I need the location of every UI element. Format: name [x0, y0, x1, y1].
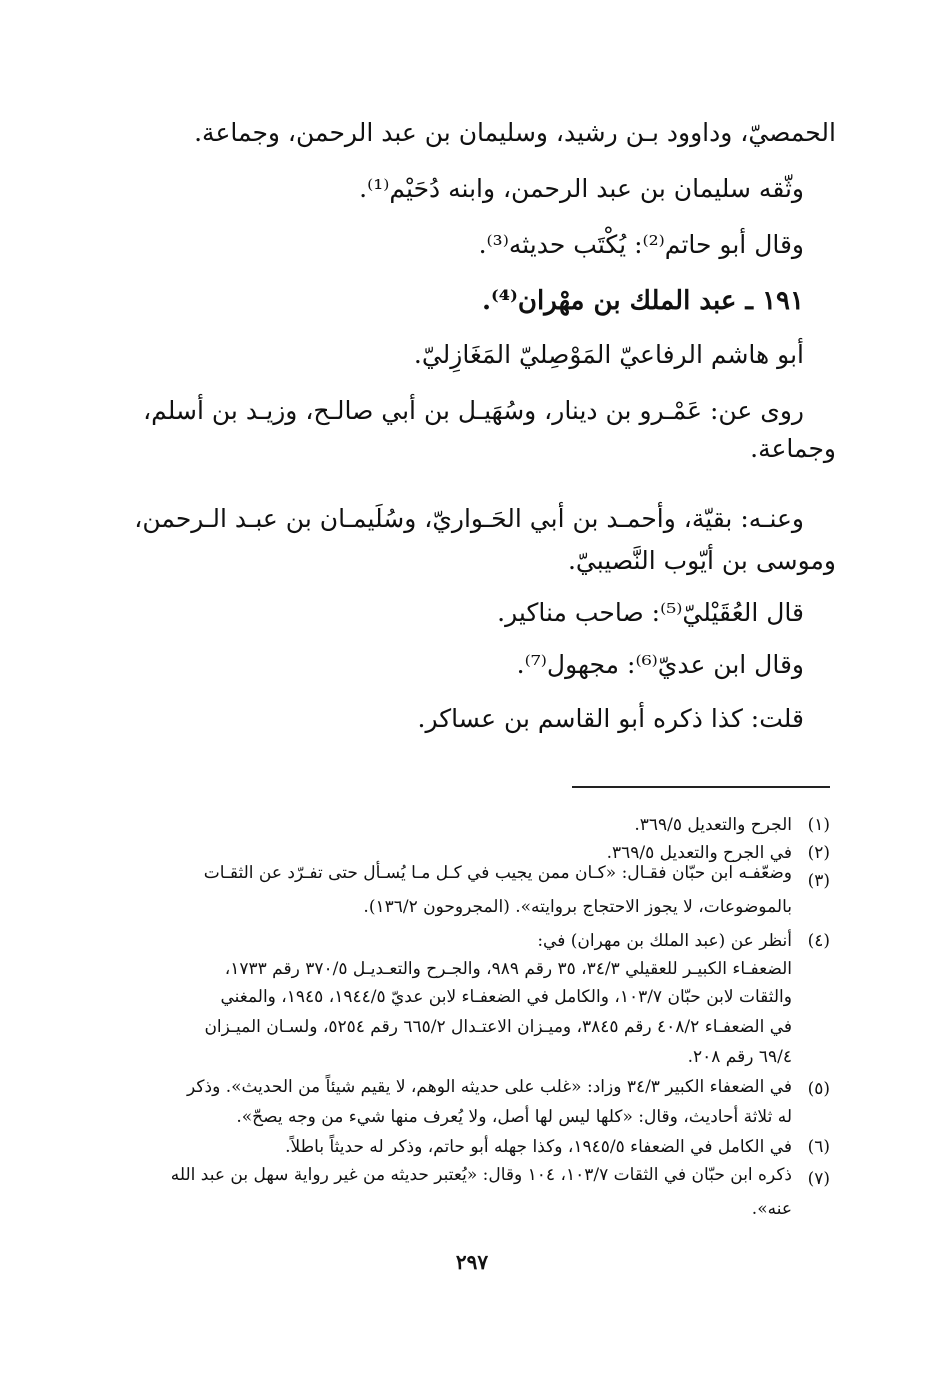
entry-heading: ١٩١ ـ عبد الملك بن مهْران⁽⁴⁾.: [481, 286, 804, 316]
footnote-text-4b: الضعفـاء الكبيـر للعقيلي ٣٤/٣، ٣٥ رقم ٩٨٩، والجـرح والتعـديـل ٣٧٠/٥ رقم ١٧٣٣،: [224, 959, 792, 979]
footnote-text-4c: والثقات لابن حبّان ١٠٣/٧، والكامل في الضعفـاء لابن عديّ ١٩٤٤/٥، ١٩٤٥، والمغني: [220, 987, 792, 1007]
body-line-6: روى عن: عَمْـرو بن دينار، وسُهَيـل بن أبي صالـح، وزيـد بن أسلم،: [143, 396, 804, 425]
footnote-text-2: في الجرح والتعديل ٣٦٩/٥.: [606, 843, 792, 863]
body-line-5: أبو هاشم الرفاعيّ المَوْصِليّ المَغَازِليّ.: [413, 340, 804, 369]
footnote-text-4a: أنظر عن (عبد الملك بن مهران) في:: [537, 931, 792, 951]
body-line-1: الحمصيّ، وداوود بـن رشيد، وسليمان بن عبد الرحمن، وجماعة.: [194, 118, 836, 147]
body-line-7: وجماعة.: [750, 434, 836, 463]
footnote-text-7b: عنه».: [751, 1199, 792, 1219]
footnote-number-6: (٦): [807, 1137, 830, 1157]
footnote-number-3: (٣): [807, 871, 830, 891]
footnote-text-5a: في الضعفاء الكبير ٣٤/٣ وزاد: «غلب على حديثه الوهم، لا يقيم شيئاً من الحديث». وذكر: [187, 1077, 792, 1097]
footnote-divider: [572, 786, 830, 788]
body-line-10: قال العُقَيْليّ⁽⁵⁾: صاحب مناكير.: [497, 598, 804, 627]
footnote-text-7a: ذكره ابن حبّان في الثقات ١٠٣/٧، ١٠٤ وقال: «يُعتبر حديثه من غير رواية سهل بن عبد الله: [170, 1165, 792, 1185]
body-line-3: وقال أبو حاتم⁽²⁾: يُكْتَب حديثه⁽³⁾.: [478, 230, 804, 259]
body-line-9: وموسى بن أيّوب النَّصيبيّ.: [567, 546, 836, 575]
footnote-number-5: (٥): [807, 1079, 830, 1099]
body-line-11: وقال ابن عديّ⁽⁶⁾: مجهول⁽⁷⁾.: [516, 650, 804, 679]
footnote-text-1: الجرح والتعديل ٣٦٩/٥.: [634, 815, 792, 835]
page-number: ٢٩٧: [455, 1250, 489, 1274]
footnote-number-7: (٧): [807, 1169, 830, 1189]
footnote-text-5b: له ثلاثة أحاديث، وقال: «كلها ليس لها أصل، ولا يُعرف منها شيء من وجه يصحّ».: [236, 1107, 792, 1127]
footnote-text-3b: بالموضوعات، لا يجوز الاحتجاج بروايته». (المجروحون ١٣٦/٢).: [363, 897, 792, 917]
footnote-text-3a: وضعّفـه ابن حبّان فقـال: «كـان ممن يجيب في كـل مـا يُسـأل حتى تفـرّد عن الثقـات: [203, 863, 792, 883]
footnote-text-6: في الكامل في الضعفاء ١٩٤٥/٥، وكذا جهله أبو حاتم، وذكر له حديثاً باطلاً.: [285, 1137, 792, 1157]
body-line-8: وعنـه: بقيّة، وأحمـد بن أبي الحَـواريّ، وسُلَيمـان بن عبـد الـرحمن،: [134, 504, 804, 533]
footnote-number-4: (٤): [807, 931, 830, 951]
body-line-2: وثّقه سليمان بن عبد الرحمن، وابنه دُحَيْم⁽¹⁾.: [359, 174, 804, 203]
body-line-12: قلت: كذا ذكره أبو القاسم بن عساكر.: [417, 704, 804, 733]
footnote-text-4e: ٦٩/٤ رقم ٢٠٨.: [687, 1047, 792, 1067]
footnote-number-1: (١): [807, 815, 830, 835]
footnote-number-2: (٢): [807, 843, 830, 863]
footnote-text-4d: في الضعفـاء ٤٠٨/٢ رقم ٣٨٤٥، وميـزان الاعتـدال ٦٦٥/٢ رقم ٥٢٥٤، ولسـان الميـزان: [204, 1017, 792, 1037]
